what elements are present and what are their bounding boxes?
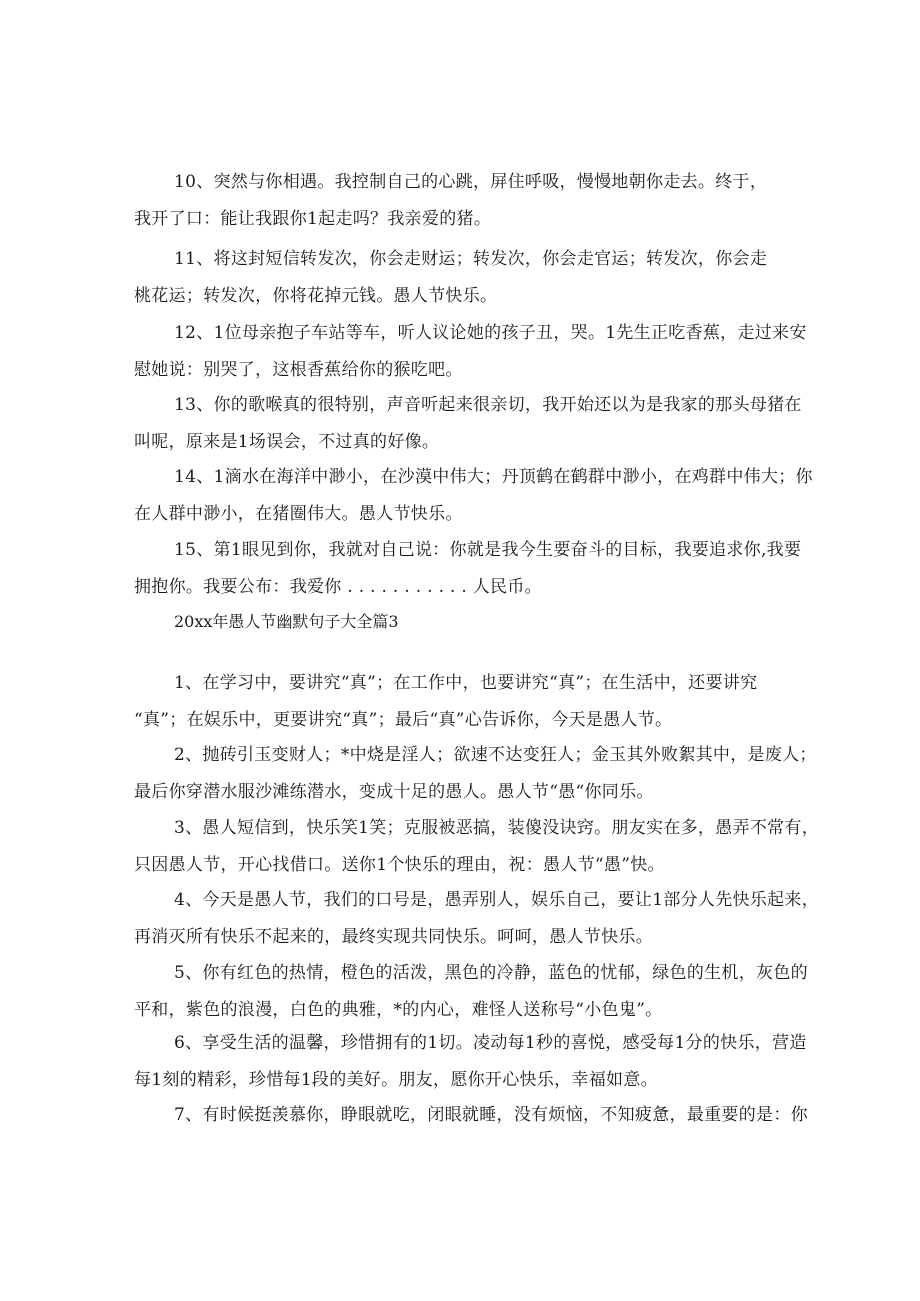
paragraph-line: 11、将这封短信转发次，你会走财运；转发次，你会走官运；转发次，你会走 [174, 249, 768, 269]
paragraph-7 [134, 1097, 808, 1134]
paragraph-4 [134, 882, 820, 956]
paragraph-line: 7、有时候挺羡慕你，睁眼就吃，闭眼就睡，没有烦恼，不知疲惫，最重要的是：你 [174, 1105, 808, 1125]
paragraph-line: 再消灭所有快乐不起来的，最终实现共同快乐。呵呵，愚人节快乐。 [134, 927, 653, 947]
paragraph-6 [134, 1025, 807, 1099]
paragraph-line: 10、突然与你相遇。我控制自己的心跳，屏住呼吸，慢慢地朝你走去。终于， [174, 172, 768, 192]
paragraph-line: 15、第1眼见到你，我就对自己说：你就是我今生要奋斗的目标，我要追求你,我要 [174, 540, 802, 560]
paragraph-3 [134, 810, 820, 884]
paragraph-line: 慰她说：别哭了，这根香蕉给你的猴吃吧。 [134, 360, 463, 380]
paragraph-line: 每1刻的精彩，珍惜每1段的美好。朋友，愿你开心快乐，幸福如意。 [134, 1070, 658, 1090]
paragraph-11 [134, 241, 794, 315]
paragraph-line: 3、愚人短信到，快乐笑1笑；克服被恶搞，装傻没诀窍。朋友实在多，愚弄不常有， [174, 818, 820, 838]
paragraph-15 [134, 532, 802, 606]
paragraph-line: 叫呢，原来是1场误会，不过真的好像。 [134, 432, 440, 452]
paragraph-line: 平和，紫色的浪漫，白色的典雅，*的内心，难怪人送称号“小色鬼”。 [134, 1000, 663, 1020]
paragraph-line: 最后你穿潜水服沙滩练潜水，变成十足的愚人。愚人节“愚“你同乐。 [134, 782, 654, 802]
paragraph-line: 5、你有红色的热情，橙色的活泼，黑色的冷静，蓝色的忧郁，绿色的生机，灰色的 [174, 963, 808, 983]
paragraph-line: 2、抛砖引玉变财人；*中烧是淫人；欲速不达变狂人；金玉其外败絮其中，是废人； [174, 745, 817, 765]
paragraph-line: 拥抱你。我要公布：我爱你 . . . . . . . . . . . 人民币。 [134, 577, 542, 597]
paragraph-13 [134, 387, 802, 461]
paragraph-line: 1、在学习中，要讲究“真”；在工作中，也要讲究“真”；在生活中，还要讲究 [174, 673, 758, 693]
section-heading: 20xx年愚人节幽默句子大全篇3 [174, 612, 399, 631]
paragraph-line: 我开了口：能让我跟你1起走吗？我亲爱的猪。 [134, 209, 492, 229]
paragraph-line: 桃花运；转发次，你将花掉元钱。愚人节快乐。 [134, 286, 498, 306]
paragraph-line: 只因愚人节，开心找借口。送你1个快乐的理由，祝：愚人节“愚”快。 [134, 855, 665, 875]
paragraph-10 [134, 164, 794, 238]
paragraph-line: 14、1滴水在海洋中渺小，在沙漠中伟大；丹顶鹤在鹤群中渺小，在鸡群中伟大；你 [174, 467, 813, 487]
paragraph-line: “真”；在娱乐中，更要讲究“真”；最后“真”心告诉你，今天是愚人节。 [134, 710, 673, 730]
paragraph-line: 13、你的歌喉真的很特别，声音听起来很亲切，我开始还以为是我家的那头母猪在 [174, 395, 802, 415]
paragraph-line: 在人群中渺小，在猪圈伟大。愚人节快乐。 [134, 504, 463, 524]
paragraph-12 [134, 315, 807, 389]
paragraph-1 [134, 665, 794, 739]
paragraph-line: 4、今天是愚人节，我们的口号是，愚弄别人，娱乐自己，要让1部分人先快乐起来， [174, 890, 820, 910]
paragraph-line: 6、享受生活的温馨，珍惜拥有的1切。凌动每1秒的喜悦，感受每1分的快乐，营造 [174, 1033, 807, 1053]
paragraph-2 [134, 737, 817, 811]
paragraph-14 [134, 459, 813, 533]
paragraph-line: 12、1位母亲抱子车站等车，听人议论她的孩子丑，哭。1先生正吃香蕉，走过来安 [174, 323, 807, 343]
paragraph-5 [134, 955, 808, 1029]
